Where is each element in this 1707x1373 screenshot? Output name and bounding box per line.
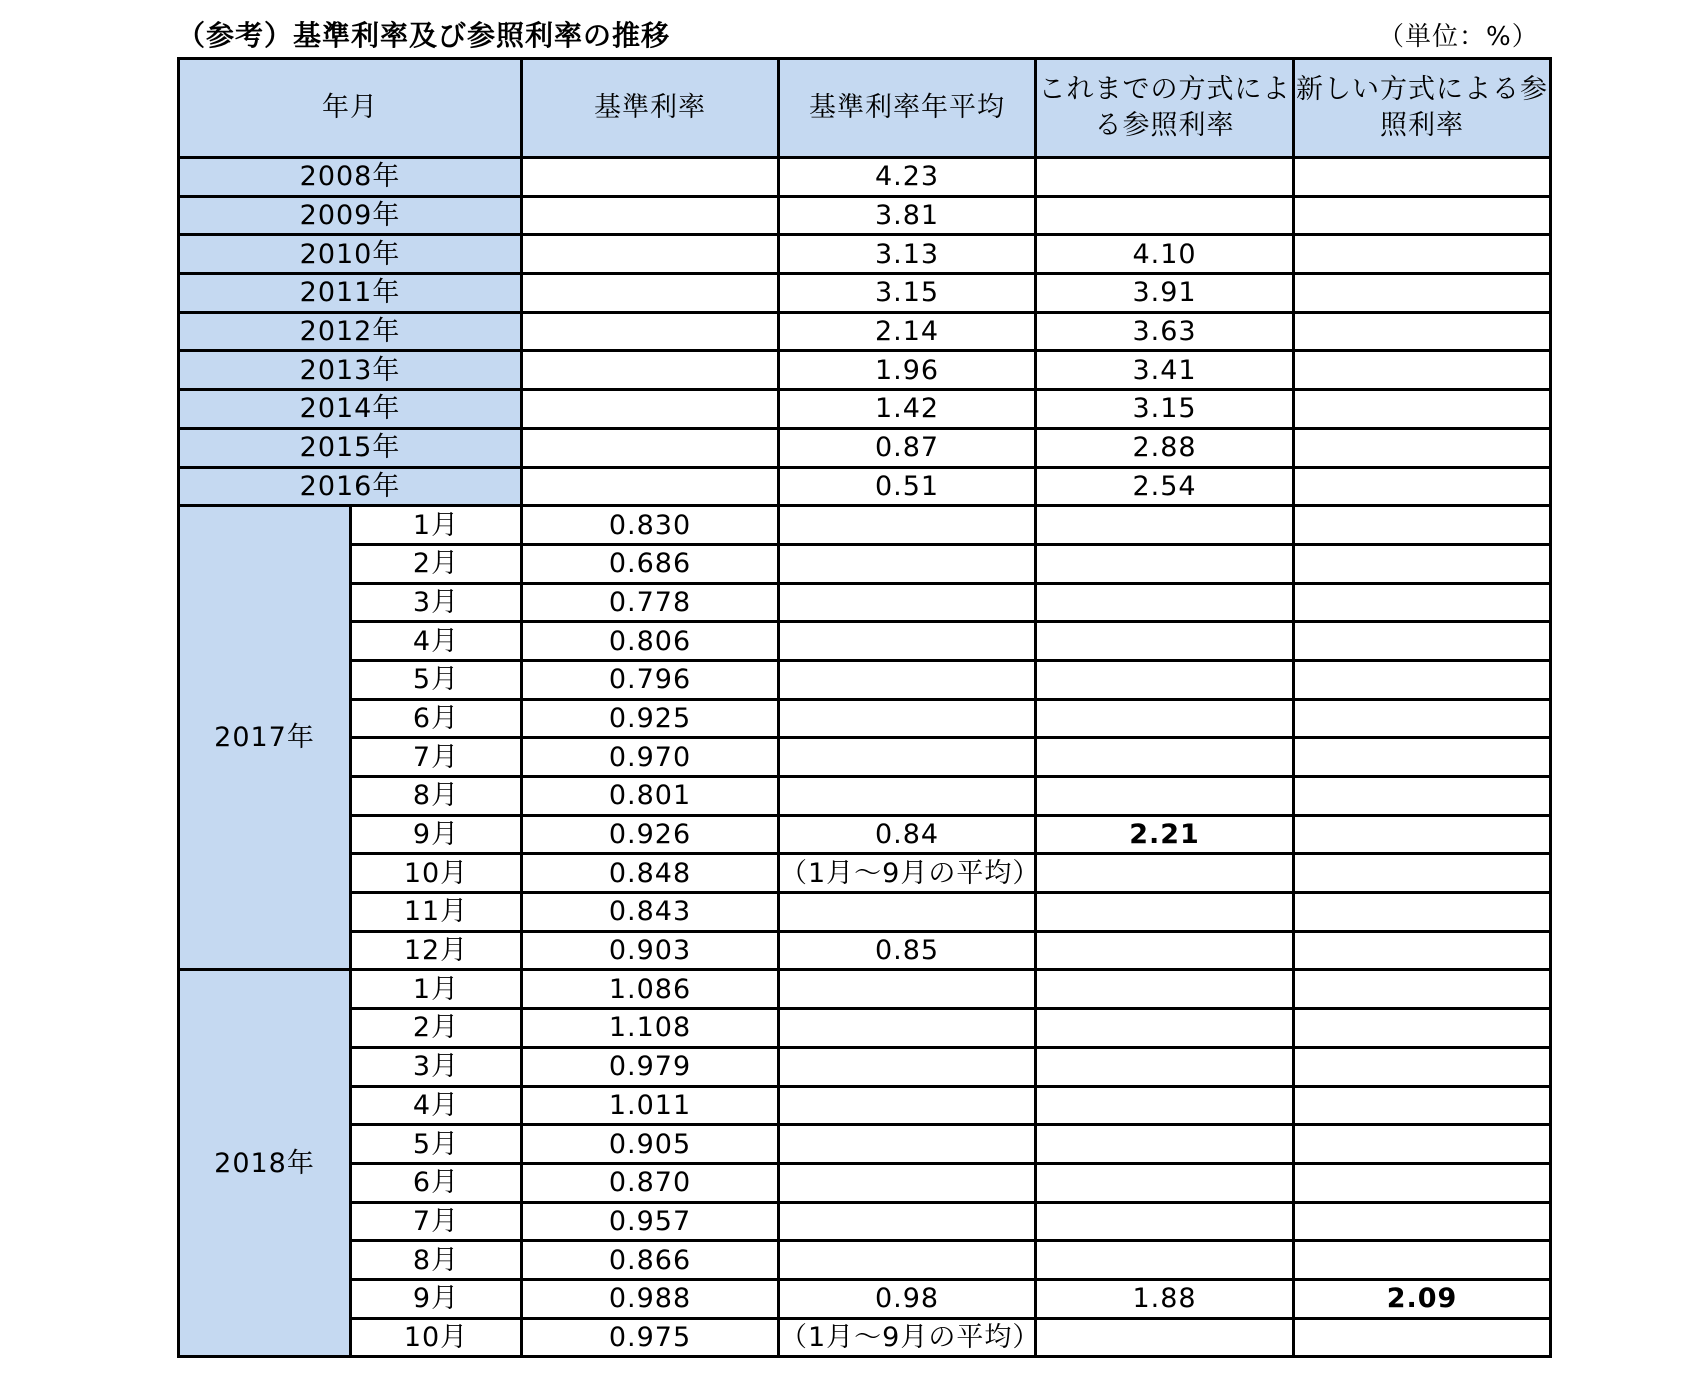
header-new-ref-rate: 新しい方式による参照利率 [1294, 59, 1551, 158]
base-rate-cell [522, 235, 779, 274]
old-ref-cell [1036, 506, 1294, 545]
year-cell: 2010年 [179, 235, 522, 274]
table-row [179, 544, 1551, 583]
old-ref-cell [1036, 893, 1294, 932]
table-header [179, 59, 1551, 158]
avg-cell [779, 1163, 1036, 1202]
new-ref-cell [1294, 854, 1551, 893]
new-ref-cell [1294, 544, 1551, 583]
table-row [179, 1163, 1551, 1202]
new-ref-cell [1294, 158, 1551, 197]
new-ref-cell [1294, 428, 1551, 467]
table-row [179, 1009, 1551, 1048]
new-ref-cell [1294, 1125, 1551, 1164]
table-row [179, 699, 1551, 738]
month-cell: 6月 [351, 699, 522, 738]
old-ref-cell [1036, 196, 1294, 235]
month-cell: 5月 [351, 1125, 522, 1164]
table-row [179, 1047, 1551, 1086]
old-ref-cell [1036, 544, 1294, 583]
month-cell: 9月 [351, 815, 522, 854]
old-ref-cell [1036, 622, 1294, 661]
old-ref-cell: 2.54 [1036, 467, 1294, 506]
avg-cell [779, 1009, 1036, 1048]
old-ref-cell [1036, 931, 1294, 970]
avg-cell: 3.13 [779, 235, 1036, 274]
new-ref-cell [1294, 390, 1551, 429]
avg-cell [779, 1241, 1036, 1280]
year-cell: 2015年 [179, 428, 522, 467]
base-rate-cell: 1.086 [522, 970, 779, 1009]
month-cell: 8月 [351, 777, 522, 816]
month-cell: 8月 [351, 1241, 522, 1280]
new-ref-cell [1294, 815, 1551, 854]
base-rate-cell: 0.843 [522, 893, 779, 932]
base-rate-cell: 0.866 [522, 1241, 779, 1280]
new-ref-cell [1294, 1086, 1551, 1125]
base-rate-cell [522, 467, 779, 506]
month-cell: 5月 [351, 660, 522, 699]
table-row [179, 351, 1551, 390]
old-ref-cell [1036, 738, 1294, 777]
table-row [179, 815, 1551, 854]
table-row [179, 777, 1551, 816]
table-row [179, 158, 1551, 197]
avg-cell [779, 506, 1036, 545]
base-rate-cell: 1.011 [522, 1086, 779, 1125]
avg-cell [779, 544, 1036, 583]
old-ref-cell [1036, 660, 1294, 699]
new-ref-cell [1294, 1163, 1551, 1202]
avg-cell: 3.15 [779, 274, 1036, 313]
month-cell: 1月 [351, 970, 522, 1009]
table-row [179, 1125, 1551, 1164]
base-rate-cell: 0.925 [522, 699, 779, 738]
new-ref-cell [1294, 1202, 1551, 1241]
new-ref-cell [1294, 622, 1551, 661]
table-row [179, 738, 1551, 777]
new-ref-cell [1294, 1009, 1551, 1048]
table-row [179, 1202, 1551, 1241]
table-row [179, 622, 1551, 661]
avg-cell: 1.42 [779, 390, 1036, 429]
new-ref-cell [1294, 583, 1551, 622]
month-cell: 6月 [351, 1163, 522, 1202]
old-ref-cell [1036, 777, 1294, 816]
old-ref-cell [1036, 1163, 1294, 1202]
new-ref-cell [1294, 738, 1551, 777]
new-ref-cell [1294, 931, 1551, 970]
old-ref-cell: 3.15 [1036, 390, 1294, 429]
base-rate-cell [522, 312, 779, 351]
table-row [179, 274, 1551, 313]
base-rate-cell [522, 274, 779, 313]
table-row [179, 506, 1551, 545]
year-cell: 2011年 [179, 274, 522, 313]
avg-cell: 3.81 [779, 196, 1036, 235]
base-rate-cell: 0.778 [522, 583, 779, 622]
avg-cell: 0.84 [779, 815, 1036, 854]
base-rate-cell: 0.801 [522, 777, 779, 816]
new-ref-cell [1294, 699, 1551, 738]
base-rate-cell [522, 196, 779, 235]
note-filler-cell [1036, 854, 1294, 893]
base-rate-cell [522, 351, 779, 390]
table-row [179, 1241, 1551, 1280]
new-ref-cell: 2.09 [1294, 1279, 1551, 1318]
month-cell: 7月 [351, 1202, 522, 1241]
table-row [179, 893, 1551, 932]
new-ref-cell [1294, 312, 1551, 351]
new-ref-cell [1294, 235, 1551, 274]
base-rate-cell: 0.806 [522, 622, 779, 661]
base-rate-cell: 0.979 [522, 1047, 779, 1086]
old-ref-cell [1036, 1125, 1294, 1164]
table-row [179, 583, 1551, 622]
table-row [179, 931, 1551, 970]
header-old-ref-rate: これまでの方式による参照利率 [1036, 59, 1294, 158]
avg-cell [779, 1086, 1036, 1125]
base-rate-cell: 0.975 [522, 1318, 779, 1357]
avg-cell [779, 1047, 1036, 1086]
old-ref-cell: 2.88 [1036, 428, 1294, 467]
base-rate-cell: 1.108 [522, 1009, 779, 1048]
table-row [179, 196, 1551, 235]
group-year-cell: 2017年 [179, 506, 351, 970]
avg-cell: 1.96 [779, 351, 1036, 390]
page-title: （参考）基準利率及び参照利率の推移 [177, 19, 671, 52]
base-rate-cell: 0.970 [522, 738, 779, 777]
month-cell: 7月 [351, 738, 522, 777]
month-cell: 9月 [351, 1279, 522, 1318]
base-rate-cell: 0.870 [522, 1163, 779, 1202]
year-cell: 2009年 [179, 196, 522, 235]
base-rate-cell: 0.905 [522, 1125, 779, 1164]
new-ref-cell [1294, 970, 1551, 1009]
base-rate-cell: 0.848 [522, 854, 779, 893]
new-ref-cell [1294, 506, 1551, 545]
table-row [179, 660, 1551, 699]
month-cell: 3月 [351, 1047, 522, 1086]
group-year-cell: 2018年 [179, 970, 351, 1357]
month-cell: 10月 [351, 854, 522, 893]
new-ref-cell [1294, 467, 1551, 506]
avg-cell [779, 970, 1036, 1009]
old-ref-cell: 3.91 [1036, 274, 1294, 313]
month-cell: 1月 [351, 506, 522, 545]
avg-cell: 2.14 [779, 312, 1036, 351]
table-row [179, 854, 1551, 893]
table-row [179, 312, 1551, 351]
year-cell: 2013年 [179, 351, 522, 390]
table-row [179, 467, 1551, 506]
new-ref-cell [1294, 351, 1551, 390]
old-ref-cell: 3.41 [1036, 351, 1294, 390]
new-ref-cell [1294, 893, 1551, 932]
avg-cell [779, 1125, 1036, 1164]
table-row [179, 970, 1551, 1009]
new-ref-cell [1294, 1241, 1551, 1280]
header-base-rate-avg: 基準利率年平均 [779, 59, 1036, 158]
base-rate-cell: 0.830 [522, 506, 779, 545]
new-ref-cell [1294, 1047, 1551, 1086]
avg-cell: 4.23 [779, 158, 1036, 197]
base-rate-cell: 0.686 [522, 544, 779, 583]
month-cell: 11月 [351, 893, 522, 932]
year-cell: 2012年 [179, 312, 522, 351]
base-rate-cell: 0.957 [522, 1202, 779, 1241]
table-row [179, 428, 1551, 467]
month-cell: 10月 [351, 1318, 522, 1357]
new-ref-cell [1294, 196, 1551, 235]
old-ref-cell [1036, 1202, 1294, 1241]
avg-cell [779, 893, 1036, 932]
year-cell: 2008年 [179, 158, 522, 197]
new-ref-cell [1294, 1318, 1551, 1357]
old-ref-cell [1036, 699, 1294, 738]
new-ref-cell [1294, 274, 1551, 313]
table-row [179, 1279, 1551, 1318]
avg-cell [779, 738, 1036, 777]
year-cell: 2014年 [179, 390, 522, 429]
month-cell: 4月 [351, 622, 522, 661]
year-cell: 2016年 [179, 467, 522, 506]
month-cell: 3月 [351, 583, 522, 622]
avg-cell [779, 1202, 1036, 1241]
avg-cell [779, 622, 1036, 661]
note-filler-cell [1036, 1318, 1294, 1357]
new-ref-cell [1294, 777, 1551, 816]
month-cell: 2月 [351, 1009, 522, 1048]
old-ref-cell: 3.63 [1036, 312, 1294, 351]
old-ref-cell [1036, 1241, 1294, 1280]
month-cell: 2月 [351, 544, 522, 583]
old-ref-cell [1036, 1009, 1294, 1048]
month-cell: 4月 [351, 1086, 522, 1125]
rates-table [177, 57, 1552, 1358]
old-ref-cell [1036, 1047, 1294, 1086]
avg-cell [779, 699, 1036, 738]
table-body [179, 158, 1551, 1357]
base-rate-cell: 0.988 [522, 1279, 779, 1318]
base-rate-cell: 0.796 [522, 660, 779, 699]
avg-cell: 0.85 [779, 931, 1036, 970]
header-base-rate: 基準利率 [522, 59, 779, 158]
avg-cell [779, 583, 1036, 622]
base-rate-cell: 0.926 [522, 815, 779, 854]
base-rate-cell [522, 428, 779, 467]
old-ref-cell: 2.21 [1036, 815, 1294, 854]
old-ref-cell: 1.88 [1036, 1279, 1294, 1318]
unit-label: （単位：%） [1378, 22, 1539, 52]
table-row [179, 390, 1551, 429]
old-ref-cell [1036, 583, 1294, 622]
base-rate-cell: 0.903 [522, 931, 779, 970]
base-rate-cell [522, 390, 779, 429]
old-ref-cell [1036, 1086, 1294, 1125]
avg-cell: 0.51 [779, 467, 1036, 506]
table-row [179, 1318, 1551, 1357]
month-cell: 12月 [351, 931, 522, 970]
avg-cell: 0.87 [779, 428, 1036, 467]
table-row [179, 235, 1551, 274]
header-year-month: 年月 [179, 59, 522, 158]
avg-cell [779, 777, 1036, 816]
average-note: （1月～9月の平均） [779, 854, 1036, 893]
new-ref-cell [1294, 660, 1551, 699]
old-ref-cell: 4.10 [1036, 235, 1294, 274]
table-row [179, 1086, 1551, 1125]
base-rate-cell [522, 158, 779, 197]
average-note: （1月～9月の平均） [779, 1318, 1036, 1357]
old-ref-cell [1036, 970, 1294, 1009]
old-ref-cell [1036, 158, 1294, 197]
avg-cell [779, 660, 1036, 699]
avg-cell: 0.98 [779, 1279, 1036, 1318]
